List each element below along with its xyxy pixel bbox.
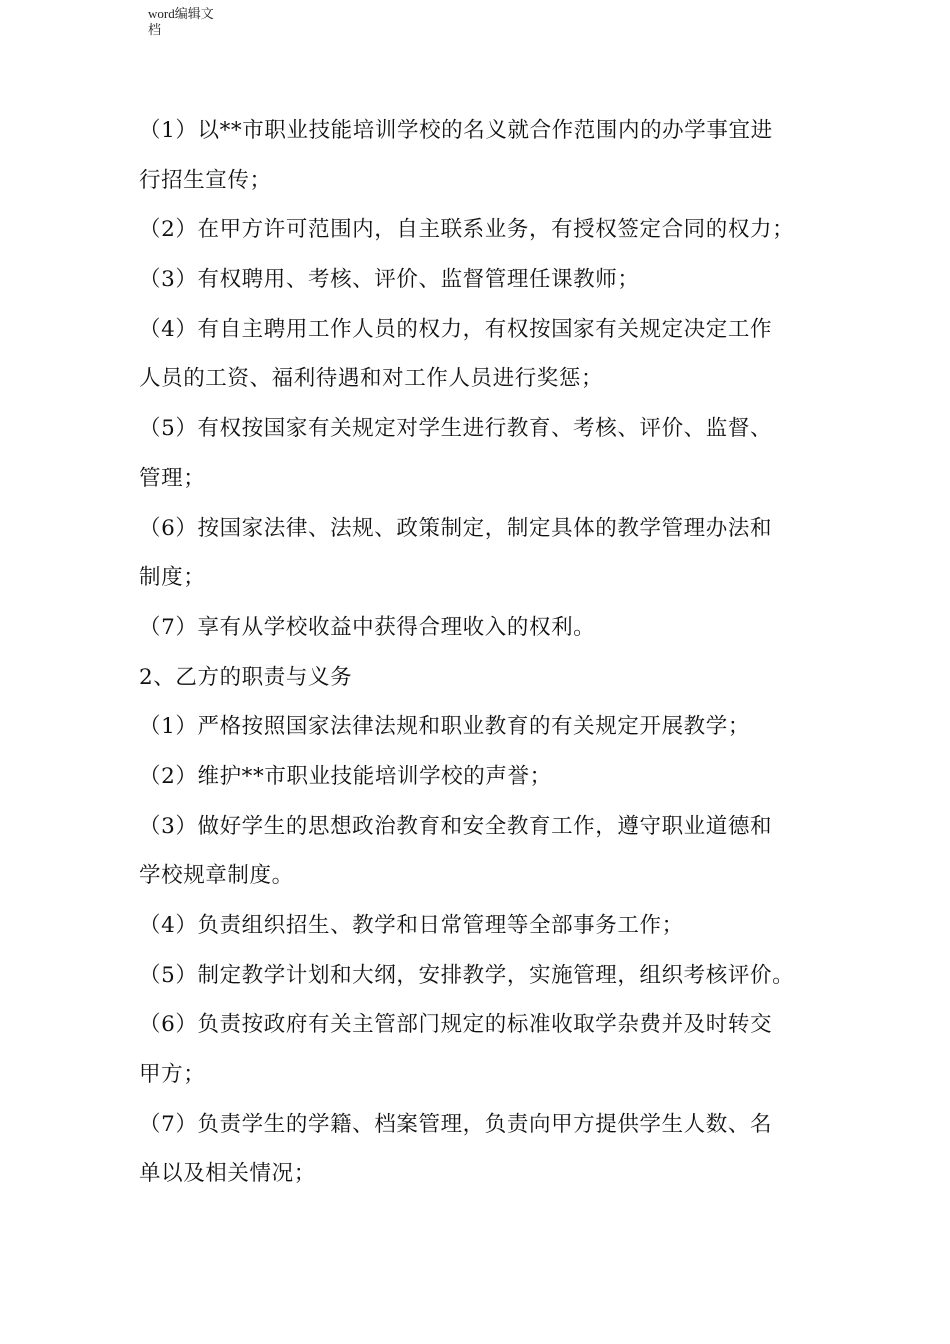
text-line: （1）严格按照国家法律法规和职业教育的有关规定开展教学； — [139, 714, 750, 740]
text-line: （5）有权按国家有关规定对学生进行教育、考核、评价、监督、 — [139, 416, 773, 442]
text-line: （4）负责组织招生、教学和日常管理等全部事务工作； — [139, 913, 684, 938]
text-line: （3）做好学生的思想政治教育和安全教育工作，遵守职业道德和 — [139, 813, 773, 839]
text-line: 单以及相关情况； — [139, 1161, 316, 1187]
text-line: （1）以**市职业技能培训学校的名义就合作范围内的办学事宜进 — [139, 118, 773, 143]
header-line-1: word编辑文 — [148, 6, 214, 21]
text-line: （4）有自主聘用工作人员的权力，有权按国家有关规定决定工作 — [139, 316, 773, 342]
text-line: （7）负责学生的学籍、档案管理，负责向甲方提供学生人数、名 — [139, 1111, 773, 1137]
text-line: 人员的工资、福利待遇和对工作人员进行奖惩； — [139, 366, 604, 392]
text-line: 行招生宣传； — [139, 167, 272, 193]
text-line: （7）享有从学校收益中获得合理收入的权利。 — [139, 614, 596, 640]
text-line: （2）在甲方许可范围内，自主联系业务，有授权签定合同的权力； — [139, 217, 795, 243]
section-heading: 2、乙方的职责与义务 — [139, 664, 353, 690]
page-header — [148, 6, 238, 38]
text-line: 甲方； — [139, 1062, 206, 1088]
text-line: （2）维护**市职业技能培训学校的声誉； — [139, 763, 552, 789]
text-line: （3）有权聘用、考核、评价、监督管理任课教师； — [139, 267, 640, 293]
text-line: 管理； — [139, 465, 206, 491]
text-line: （5）制定教学计划和大纲，安排教学，实施管理，组织考核评价。 — [139, 962, 795, 988]
header-line-2: 档 — [148, 22, 162, 37]
text-line: （6）负责按政府有关主管部门规定的标准收取学杂费并及时转交 — [139, 1012, 773, 1038]
text-line: 制度； — [139, 565, 206, 591]
text-line: 学校规章制度。 — [139, 863, 294, 889]
text-line: （6）按国家法律、法规、政策制定，制定具体的教学管理办法和 — [139, 515, 773, 541]
document-body — [139, 106, 829, 1199]
